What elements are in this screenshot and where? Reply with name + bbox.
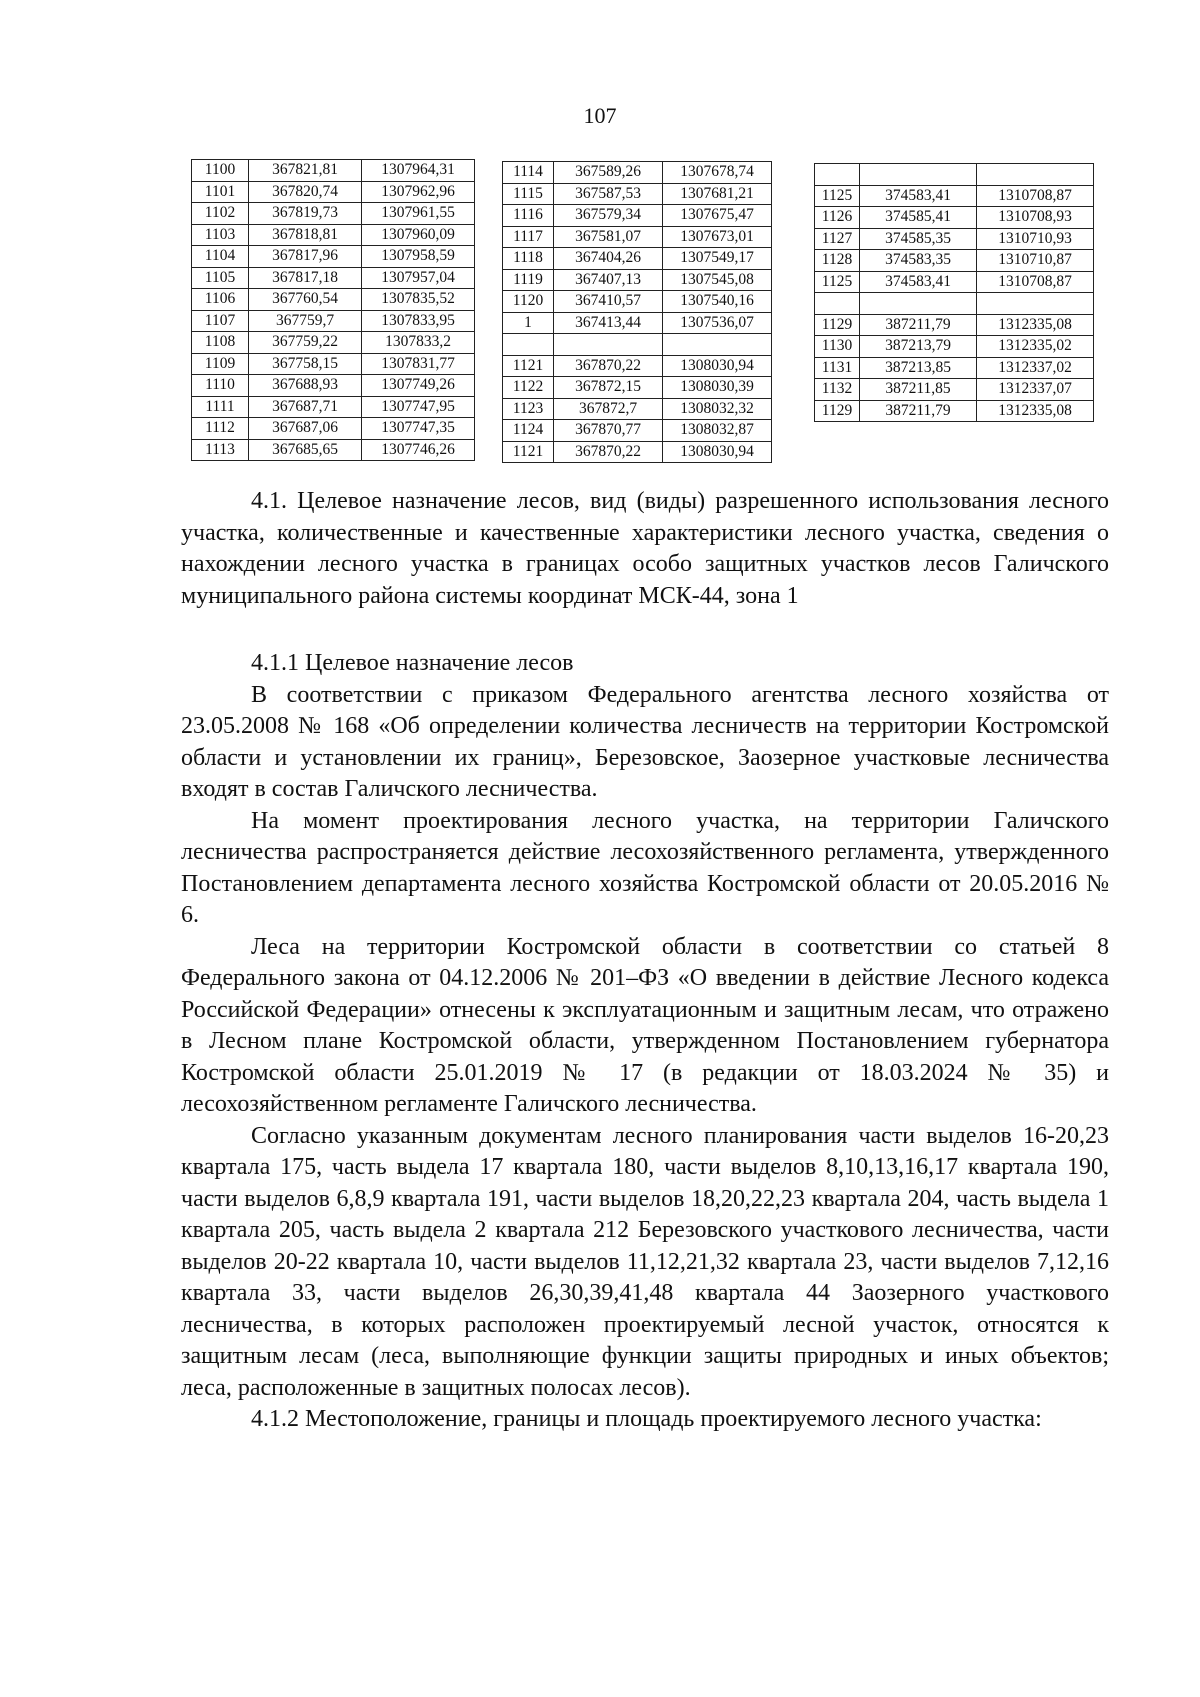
y-coordinate-cell: 1307678,74 xyxy=(663,162,772,184)
table-row xyxy=(815,164,1094,186)
point-number-cell: 1124 xyxy=(503,420,554,442)
x-coordinate-cell: 374583,35 xyxy=(860,250,977,272)
table-row xyxy=(503,205,772,227)
point-number-cell: 1102 xyxy=(192,203,249,225)
point-number-cell xyxy=(503,334,554,356)
x-coordinate-cell xyxy=(554,334,663,356)
point-number-cell xyxy=(815,164,860,186)
table-row xyxy=(503,420,772,442)
table-row xyxy=(192,203,475,225)
x-coordinate-cell: 367685,65 xyxy=(249,439,362,461)
section-4-1-1-heading: 4.1.1 Целевое назначение лесов xyxy=(251,650,574,676)
table-row xyxy=(192,418,475,440)
table-row xyxy=(503,226,772,248)
y-coordinate-cell: 1310708,87 xyxy=(977,271,1094,293)
paragraph: В соответствии с приказом Федерального агентства лесного хозяйства от 23.05.2008 № 168 «Об определении количества лесничеств на территории Костромской области и установлении их границ», Березовское, Заозерное участковые лесничества входят в состав Галичского лесничества. xyxy=(181,681,1109,802)
y-coordinate-cell: 1307536,07 xyxy=(663,312,772,334)
point-number-cell: 1105 xyxy=(192,267,249,289)
point-number-cell: 1117 xyxy=(503,226,554,248)
coordinates-table-1 xyxy=(191,159,475,461)
y-coordinate-cell: 1307545,08 xyxy=(663,269,772,291)
point-number-cell: 1106 xyxy=(192,289,249,311)
point-number-cell: 1121 xyxy=(503,441,554,463)
table-row xyxy=(815,271,1094,293)
table-row xyxy=(192,375,475,397)
table-row xyxy=(503,183,772,205)
x-coordinate-cell: 367870,77 xyxy=(554,420,663,442)
table-row xyxy=(192,332,475,354)
y-coordinate-cell: 1307831,77 xyxy=(362,353,475,375)
table-row xyxy=(503,398,772,420)
y-coordinate-cell: 1307673,01 xyxy=(663,226,772,248)
x-coordinate-cell: 367818,81 xyxy=(249,224,362,246)
section-4-1-1 xyxy=(181,648,1109,1436)
table-row xyxy=(192,267,475,289)
y-coordinate-cell xyxy=(663,334,772,356)
coordinates-table-2 xyxy=(502,161,772,463)
x-coordinate-cell: 367872,15 xyxy=(554,377,663,399)
point-number-cell: 1112 xyxy=(192,418,249,440)
x-coordinate-cell: 367870,22 xyxy=(554,441,663,463)
x-coordinate-cell: 367820,74 xyxy=(249,181,362,203)
table-row xyxy=(815,400,1094,422)
x-coordinate-cell: 367870,22 xyxy=(554,355,663,377)
point-number-cell: 1107 xyxy=(192,310,249,332)
table-row xyxy=(815,228,1094,250)
x-coordinate-cell: 367821,81 xyxy=(249,160,362,182)
point-number-cell: 1114 xyxy=(503,162,554,184)
paragraph: Леса на территории Костромской области в соответствии со статьей 8 Федерального закона от 04.12.2006 № 201–ФЗ «О введении в действие Лесного кодекса Российской Федерации» отнесены к эксплуатационным и защитным лесам, что отражено в Лесном плане Костромской области, утвержденном Постановлением губернатора Костромской области 25.01.2019 № 17 (в редакции от 18.03.2024 № 35) и лесохозяйственном регламенте Галичского лесничества. xyxy=(181,933,1109,1117)
section-4-1 xyxy=(181,486,1109,612)
point-number-cell: 1129 xyxy=(815,400,860,422)
y-coordinate-cell: 1308032,32 xyxy=(663,398,772,420)
table-row xyxy=(815,336,1094,358)
y-coordinate-cell: 1308032,87 xyxy=(663,420,772,442)
point-number-cell: 1116 xyxy=(503,205,554,227)
y-coordinate-cell: 1307549,17 xyxy=(663,248,772,270)
table-row xyxy=(192,396,475,418)
paragraph: Согласно указанным документам лесного планирования части выделов 16-20,23 квартала 175, часть выдела 17 квартала 180, части выделов 8,10,13,16,17 квартала 190, части выделов 6,8,9 квартала 191, части выделов 18,20,22,23 квартала 204, часть выдела 1 квартала 205, часть выдела 2 квартала 212 Березовского участкового лесничества, части выделов 20-22 квартала 10, части выделов 11,12,21,32 квартала 23, части выделов 7,12,16 квартала 33, части выделов 26,30,39,41,48 квартала 44 Заозерного участкового лесничества, в которых расположен проектируемый лесной участок, относятся к защитным лесам (леса, выполняющие функции защиты природных и иных объектов; леса, расположенные в защитных полосах лесов). xyxy=(181,1122,1109,1401)
table-row xyxy=(815,207,1094,229)
y-coordinate-cell xyxy=(977,164,1094,186)
x-coordinate-cell: 374585,41 xyxy=(860,207,977,229)
point-number-cell: 1118 xyxy=(503,248,554,270)
point-number-cell: 1125 xyxy=(815,185,860,207)
y-coordinate-cell: 1307958,59 xyxy=(362,246,475,268)
x-coordinate-cell: 367581,07 xyxy=(554,226,663,248)
point-number-cell: 1 xyxy=(503,312,554,334)
table-row xyxy=(503,248,772,270)
point-number-cell: 1122 xyxy=(503,377,554,399)
x-coordinate-cell: 387211,85 xyxy=(860,379,977,401)
y-coordinate-cell: 1307957,04 xyxy=(362,267,475,289)
page-number: 107 xyxy=(583,103,617,128)
point-number-cell: 1110 xyxy=(192,375,249,397)
section-4-1-heading: 4.1. Целевое назначение лесов, вид (виды) разрешенного использования лесного участка, количественные и качественные характеристики лесного участка, сведения о нахождении лесного участка в границах особо защитных участков лесов Галичского муниципального района системы координат МСК-44, зона 1 xyxy=(181,488,1109,609)
x-coordinate-cell: 367579,34 xyxy=(554,205,663,227)
y-coordinate-cell: 1312337,02 xyxy=(977,357,1094,379)
table-row xyxy=(815,250,1094,272)
x-coordinate-cell: 387211,79 xyxy=(860,400,977,422)
point-number-cell: 1104 xyxy=(192,246,249,268)
point-number-cell: 1115 xyxy=(503,183,554,205)
x-coordinate-cell: 367410,57 xyxy=(554,291,663,313)
table-row xyxy=(192,224,475,246)
x-coordinate-cell: 367587,53 xyxy=(554,183,663,205)
y-coordinate-cell: 1307540,16 xyxy=(663,291,772,313)
point-number-cell: 1127 xyxy=(815,228,860,250)
y-coordinate-cell: 1307746,26 xyxy=(362,439,475,461)
table-row xyxy=(503,355,772,377)
x-coordinate-cell: 367817,96 xyxy=(249,246,362,268)
x-coordinate-cell: 387211,79 xyxy=(860,314,977,336)
x-coordinate-cell: 387213,79 xyxy=(860,336,977,358)
x-coordinate-cell: 367759,7 xyxy=(249,310,362,332)
point-number-cell: 1120 xyxy=(503,291,554,313)
y-coordinate-cell: 1308030,94 xyxy=(663,441,772,463)
point-number-cell: 1129 xyxy=(815,314,860,336)
x-coordinate-cell: 374583,41 xyxy=(860,185,977,207)
x-coordinate-cell xyxy=(860,293,977,315)
y-coordinate-cell: 1307747,95 xyxy=(362,396,475,418)
x-coordinate-cell: 367413,44 xyxy=(554,312,663,334)
y-coordinate-cell: 1310710,93 xyxy=(977,228,1094,250)
y-coordinate-cell: 1310708,87 xyxy=(977,185,1094,207)
y-coordinate-cell: 1307961,55 xyxy=(362,203,475,225)
point-number-cell: 1126 xyxy=(815,207,860,229)
point-number-cell: 1101 xyxy=(192,181,249,203)
x-coordinate-cell xyxy=(860,164,977,186)
table-row xyxy=(503,312,772,334)
x-coordinate-cell: 367688,93 xyxy=(249,375,362,397)
point-number-cell xyxy=(815,293,860,315)
x-coordinate-cell: 374583,41 xyxy=(860,271,977,293)
point-number-cell: 1123 xyxy=(503,398,554,420)
table-row xyxy=(815,293,1094,315)
point-number-cell: 1128 xyxy=(815,250,860,272)
table-row xyxy=(192,181,475,203)
table-row xyxy=(503,377,772,399)
x-coordinate-cell: 367407,13 xyxy=(554,269,663,291)
y-coordinate-cell: 1307835,52 xyxy=(362,289,475,311)
coordinates-table-3 xyxy=(814,163,1094,422)
point-number-cell: 1109 xyxy=(192,353,249,375)
table-row xyxy=(192,353,475,375)
section-4-1-2-heading: 4.1.2 Местоположение, границы и площадь проектируемого лесного участка: xyxy=(251,1406,1042,1432)
y-coordinate-cell: 1307749,26 xyxy=(362,375,475,397)
x-coordinate-cell: 367760,54 xyxy=(249,289,362,311)
y-coordinate-cell: 1312335,08 xyxy=(977,314,1094,336)
point-number-cell: 1121 xyxy=(503,355,554,377)
point-number-cell: 1111 xyxy=(192,396,249,418)
paragraph: На момент проектирования лесного участка, на территории Галичского лесничества распространяется действие лесохозяйственного регламента, утвержденного Постановлением департамента лесного хозяйства Костромской области от 20.05.2016 № 6. xyxy=(181,807,1109,928)
x-coordinate-cell: 374585,35 xyxy=(860,228,977,250)
point-number-cell: 1125 xyxy=(815,271,860,293)
table-row xyxy=(503,334,772,356)
y-coordinate-cell: 1312335,02 xyxy=(977,336,1094,358)
y-coordinate-cell: 1308030,39 xyxy=(663,377,772,399)
table-row xyxy=(815,314,1094,336)
y-coordinate-cell: 1307833,95 xyxy=(362,310,475,332)
y-coordinate-cell: 1307960,09 xyxy=(362,224,475,246)
y-coordinate-cell xyxy=(977,293,1094,315)
point-number-cell: 1103 xyxy=(192,224,249,246)
table-row xyxy=(503,269,772,291)
y-coordinate-cell: 1307833,2 xyxy=(362,332,475,354)
y-coordinate-cell: 1308030,94 xyxy=(663,355,772,377)
point-number-cell: 1131 xyxy=(815,357,860,379)
y-coordinate-cell: 1307747,35 xyxy=(362,418,475,440)
y-coordinate-cell: 1307962,96 xyxy=(362,181,475,203)
table-row xyxy=(815,185,1094,207)
y-coordinate-cell: 1312335,08 xyxy=(977,400,1094,422)
x-coordinate-cell: 367819,73 xyxy=(249,203,362,225)
y-coordinate-cell: 1307681,21 xyxy=(663,183,772,205)
table-row xyxy=(192,160,475,182)
table-row xyxy=(503,291,772,313)
table-row xyxy=(815,357,1094,379)
x-coordinate-cell: 367759,22 xyxy=(249,332,362,354)
table-row xyxy=(503,441,772,463)
y-coordinate-cell: 1307675,47 xyxy=(663,205,772,227)
x-coordinate-cell: 367687,06 xyxy=(249,418,362,440)
point-number-cell: 1113 xyxy=(192,439,249,461)
point-number-cell: 1132 xyxy=(815,379,860,401)
point-number-cell: 1130 xyxy=(815,336,860,358)
table-row xyxy=(815,379,1094,401)
x-coordinate-cell: 367758,15 xyxy=(249,353,362,375)
table-row xyxy=(192,289,475,311)
x-coordinate-cell: 367589,26 xyxy=(554,162,663,184)
y-coordinate-cell: 1312337,07 xyxy=(977,379,1094,401)
x-coordinate-cell: 367687,71 xyxy=(249,396,362,418)
y-coordinate-cell: 1310710,87 xyxy=(977,250,1094,272)
table-row xyxy=(192,310,475,332)
x-coordinate-cell: 367872,7 xyxy=(554,398,663,420)
y-coordinate-cell: 1310708,93 xyxy=(977,207,1094,229)
x-coordinate-cell: 367404,26 xyxy=(554,248,663,270)
point-number-cell: 1108 xyxy=(192,332,249,354)
table-row xyxy=(192,246,475,268)
point-number-cell: 1119 xyxy=(503,269,554,291)
table-row xyxy=(192,439,475,461)
x-coordinate-cell: 387213,85 xyxy=(860,357,977,379)
y-coordinate-cell: 1307964,31 xyxy=(362,160,475,182)
table-row xyxy=(503,162,772,184)
point-number-cell: 1100 xyxy=(192,160,249,182)
x-coordinate-cell: 367817,18 xyxy=(249,267,362,289)
